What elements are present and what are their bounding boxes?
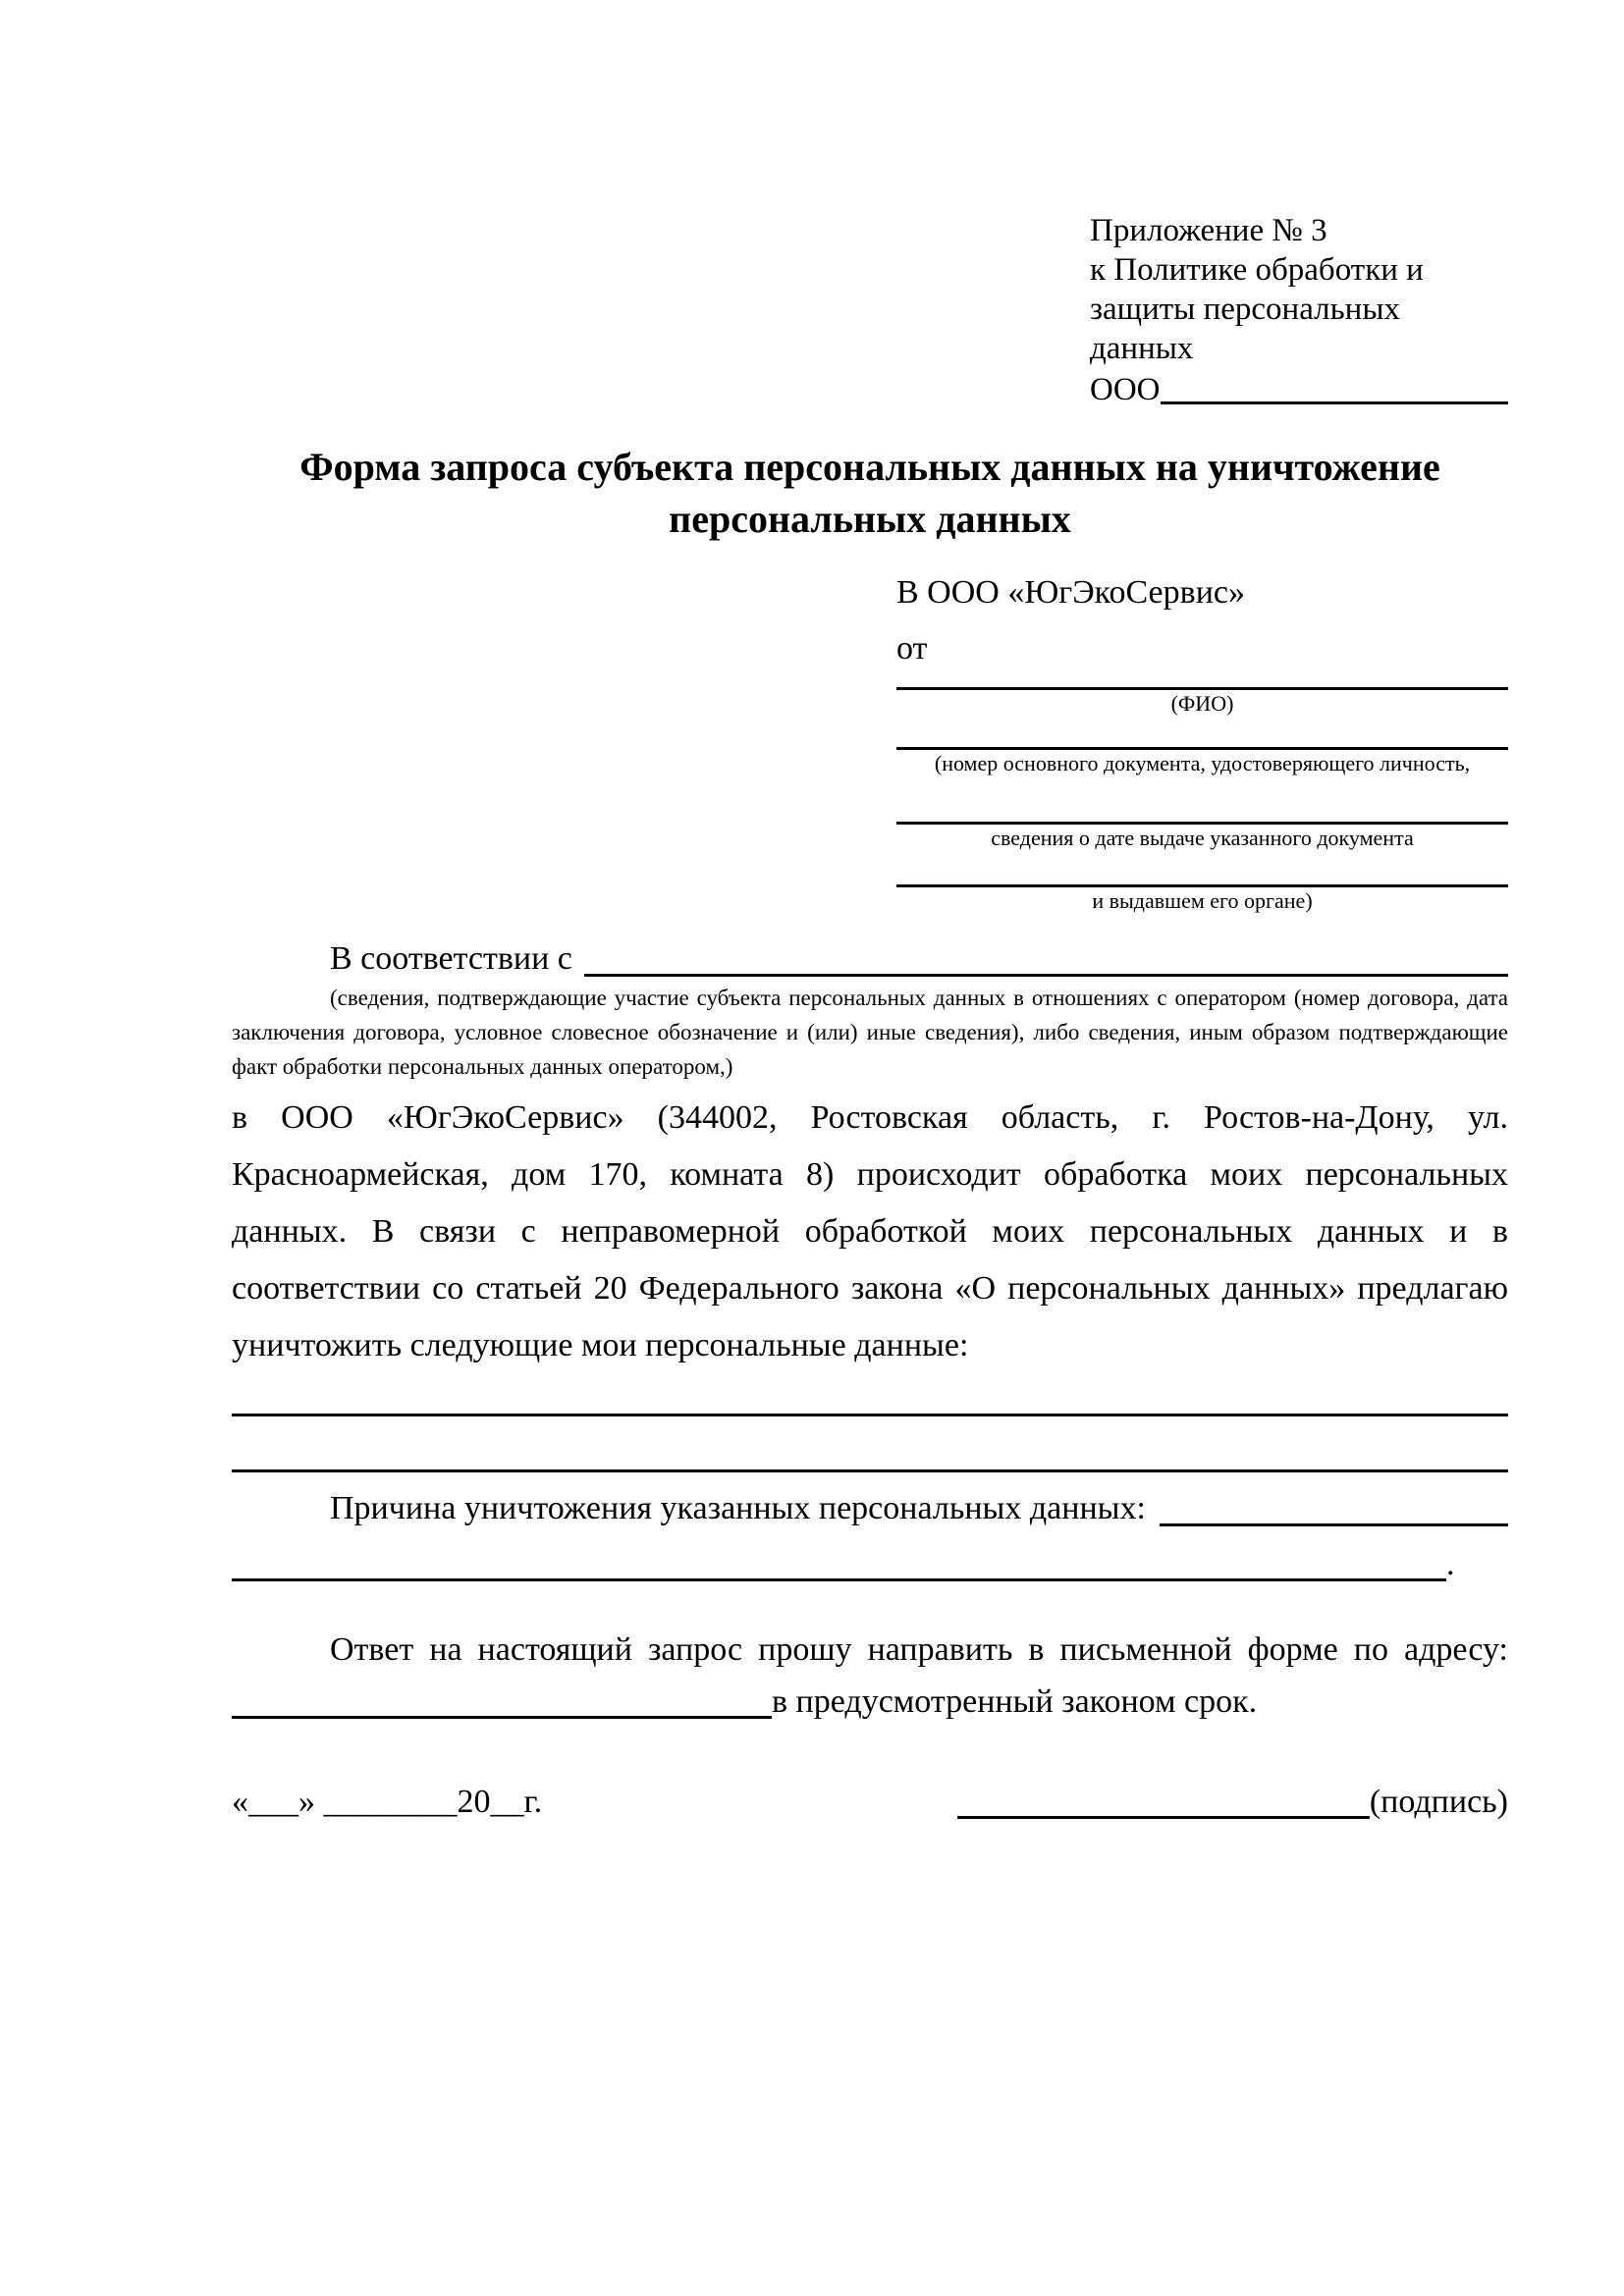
issue-date-blank-line (896, 776, 1508, 825)
reason-blank-line (1160, 1488, 1508, 1526)
organization-blank-line (1161, 368, 1509, 404)
footer-row (232, 1781, 1508, 1824)
accordance-label: В соответствии с (330, 940, 572, 977)
accordance-blank-line (584, 938, 1508, 977)
signature-block (957, 1781, 1508, 1824)
addressee-from-label: от (896, 630, 928, 667)
reason-period: . (1446, 1546, 1455, 1582)
addressee-to: В ООО «ЮгЭкоСервис» (896, 574, 1245, 611)
reason-label: Причина уничтожения указанных персональных данных: (330, 1490, 1146, 1526)
appendix-line-3: защиты персональных данных (1090, 292, 1400, 366)
date-line: «___» ________20__г. (232, 1784, 543, 1820)
reply-address-row (232, 1681, 1508, 1724)
form-title-line-1: Форма запроса субъекта персональных данных на уничтожение (299, 445, 1440, 489)
organization-prefix: ООО (1090, 372, 1161, 407)
addressee-block (896, 572, 1508, 914)
organization-line (1090, 368, 1508, 409)
form-title-line-2: персональных данных (669, 497, 1071, 541)
document-number-blank-line (896, 717, 1508, 750)
reason-blank-line-2 (232, 1543, 1446, 1581)
issue-date-field (896, 776, 1508, 851)
appendix-line-1: Приложение № 3 (1090, 213, 1327, 248)
document-number-caption: (номер основного документа, удостоверяющего личность, (934, 751, 1471, 775)
appendix-line-2: к Политике обработки и (1090, 252, 1424, 288)
issuing-authority-field (896, 851, 1508, 914)
issuing-authority-caption: и выдавшем его органе) (1092, 888, 1313, 913)
personal-data-blank-line-2 (232, 1469, 1508, 1472)
reply-tail: в предусмотренный законом срок. (772, 1683, 1258, 1720)
accordance-row (232, 937, 1508, 981)
fio-blank-line (896, 668, 1508, 690)
fio-field (896, 668, 1508, 717)
signature-blank-line (957, 1781, 1370, 1819)
appendix-reference (1090, 211, 1508, 409)
signature-caption: (подпись) (1369, 1784, 1508, 1820)
fio-caption: (ФИО) (1170, 691, 1234, 716)
main-paragraph: в ООО «ЮгЭкоСервис» (344002, Ростовская область, г. Ростов-на-Дону, ул. Красноармейская, дом 170, комната 8) происходит обработка моих персональных данных. В связи с неправомерной обработкой моих персональных данных и в соответствии со статьей 20 Федерального закона «О персональных данных» предлагаю уничтожить следующие мои персональные данные: (232, 1099, 1508, 1363)
reason-continuation-row (232, 1543, 1508, 1586)
reply-address-blank-line (232, 1681, 772, 1719)
form-title (232, 441, 1508, 545)
issuing-authority-blank-line (896, 851, 1508, 887)
reply-sentence: Ответ на настоящий запрос прошу направить в письменной форме по адресу: (330, 1631, 1508, 1668)
issue-date-caption: сведения о дате выдаче указанного документа (991, 826, 1414, 850)
reason-row (232, 1486, 1508, 1531)
document-number-field (896, 717, 1508, 776)
personal-data-blank-line-1 (232, 1414, 1508, 1416)
accordance-note: (сведения, подтверждающие участие субъекта персональных данных в отношениях с оператором (номер договора, дата заключения договора, условное словесное обозначение и (или) иные сведения), либо сведения, иным образом подтверждающие факт обработки персональных данных оператором,) (232, 986, 1508, 1079)
